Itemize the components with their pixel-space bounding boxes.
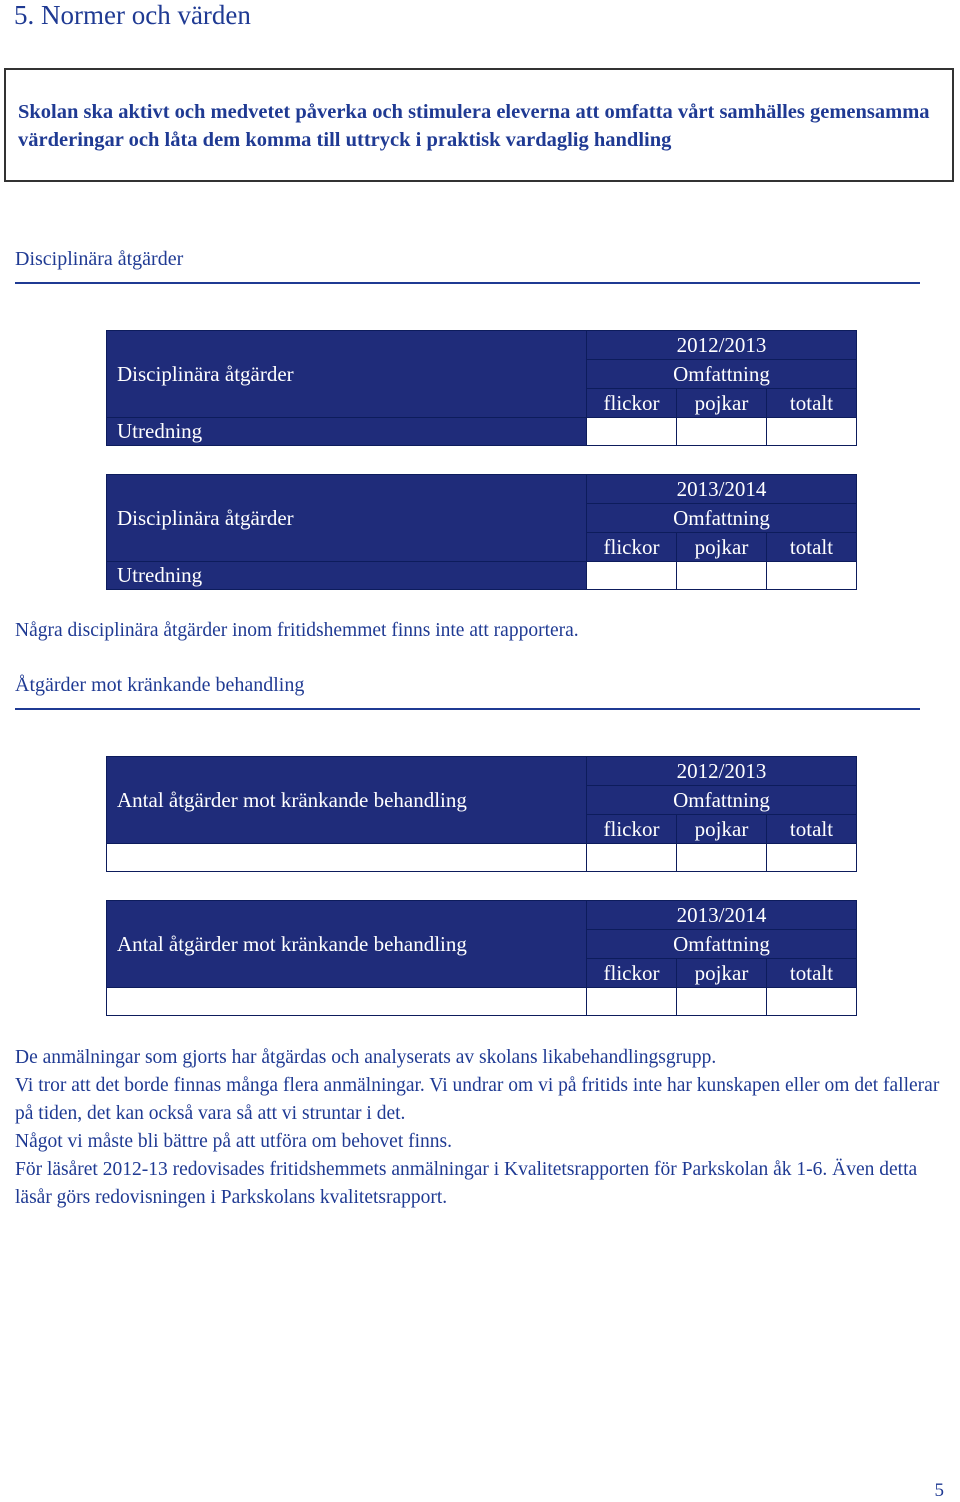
- page-number: 5: [934, 1480, 944, 1501]
- value-cell-totalt: [767, 418, 857, 446]
- col-pojkar: pojkar: [677, 959, 767, 988]
- year-label: 2013/2014: [587, 901, 857, 930]
- year-label: 2012/2013: [587, 331, 857, 360]
- col-pojkar: pojkar: [677, 389, 767, 418]
- col-flickor: flickor: [587, 389, 677, 418]
- row-label-utredning: Utredning: [107, 562, 587, 590]
- omfattning-label: Omfattning: [587, 504, 857, 533]
- value-cell-totalt: [767, 562, 857, 590]
- col-flickor: flickor: [587, 815, 677, 844]
- value-cell-flickor: [587, 418, 677, 446]
- row-label-utredning: Utredning: [107, 418, 587, 446]
- row-label-disciplinary: Disciplinära åtgärder: [107, 475, 587, 562]
- value-cell-pojkar: [677, 418, 767, 446]
- value-cell-pojkar: [677, 988, 767, 1016]
- value-cell-label: [107, 988, 587, 1016]
- page-title: 5. Normer och värden: [14, 0, 251, 30]
- body-line: Vi tror att det borde finnas många flera anmälningar. Vi undrar om vi på fritids inte har kunskapen eller om det fallerar på tiden, det kan också vara så att vi struntar i det.: [15, 1075, 940, 1124]
- col-flickor: flickor: [587, 533, 677, 562]
- body-line: Något vi måste bli bättre på att utföra om behovet finns.: [15, 1131, 453, 1152]
- col-totalt: totalt: [767, 815, 857, 844]
- disciplinary-table-2013: [106, 474, 857, 590]
- value-cell-label: [107, 844, 587, 872]
- year-label: 2012/2013: [587, 757, 857, 786]
- harassment-table-2013: [106, 900, 857, 1016]
- disciplinary-table-2012: [106, 330, 857, 446]
- body-line: För läsåret 2012-13 redovisades fritidshemmets anmälningar i Kvalitetsrapporten för Parkskolan åk 1-6. Även detta läsår görs redovisningen i Parkskolans kvalitetsrapport.: [15, 1159, 918, 1208]
- row-label-harassment: Antal åtgärder mot kränkande behandling: [107, 901, 587, 988]
- value-cell-pojkar: [677, 844, 767, 872]
- value-cell-totalt: [767, 988, 857, 1016]
- value-cell-totalt: [767, 844, 857, 872]
- col-totalt: totalt: [767, 389, 857, 418]
- section-heading-disciplinary: Disciplinära åtgärder: [15, 248, 184, 270]
- value-cell-pojkar: [677, 562, 767, 590]
- col-pojkar: pojkar: [677, 533, 767, 562]
- col-pojkar: pojkar: [677, 815, 767, 844]
- section-heading-harassment: Åtgärder mot kränkande behandling: [15, 674, 305, 696]
- omfattning-label: Omfattning: [587, 786, 857, 815]
- section-rule: [15, 708, 920, 710]
- body-line: De anmälningar som gjorts har åtgärdas och analyserats av skolans likabehandlingsgrupp.: [15, 1047, 717, 1068]
- section-rule: [15, 282, 920, 284]
- goal-box: [4, 68, 954, 182]
- disciplinary-note: Några disciplinära åtgärder inom fritidshemmet finns inte att rapportera.: [15, 620, 579, 641]
- value-cell-flickor: [587, 844, 677, 872]
- row-label-harassment: Antal åtgärder mot kränkande behandling: [107, 757, 587, 844]
- body-paragraphs: [15, 1044, 945, 1212]
- year-label: 2013/2014: [587, 475, 857, 504]
- row-label-disciplinary: Disciplinära åtgärder: [107, 331, 587, 418]
- omfattning-label: Omfattning: [587, 360, 857, 389]
- omfattning-label: Omfattning: [587, 930, 857, 959]
- col-totalt: totalt: [767, 959, 857, 988]
- col-flickor: flickor: [587, 959, 677, 988]
- goal-text: Skolan ska aktivt och medvetet påverka och stimulera eleverna att omfatta vårt samhälles gemensamma värderingar och låta dem komma till uttryck i praktisk vardaglig handling: [18, 101, 930, 151]
- value-cell-flickor: [587, 988, 677, 1016]
- harassment-table-2012: [106, 756, 857, 872]
- col-totalt: totalt: [767, 533, 857, 562]
- value-cell-flickor: [587, 562, 677, 590]
